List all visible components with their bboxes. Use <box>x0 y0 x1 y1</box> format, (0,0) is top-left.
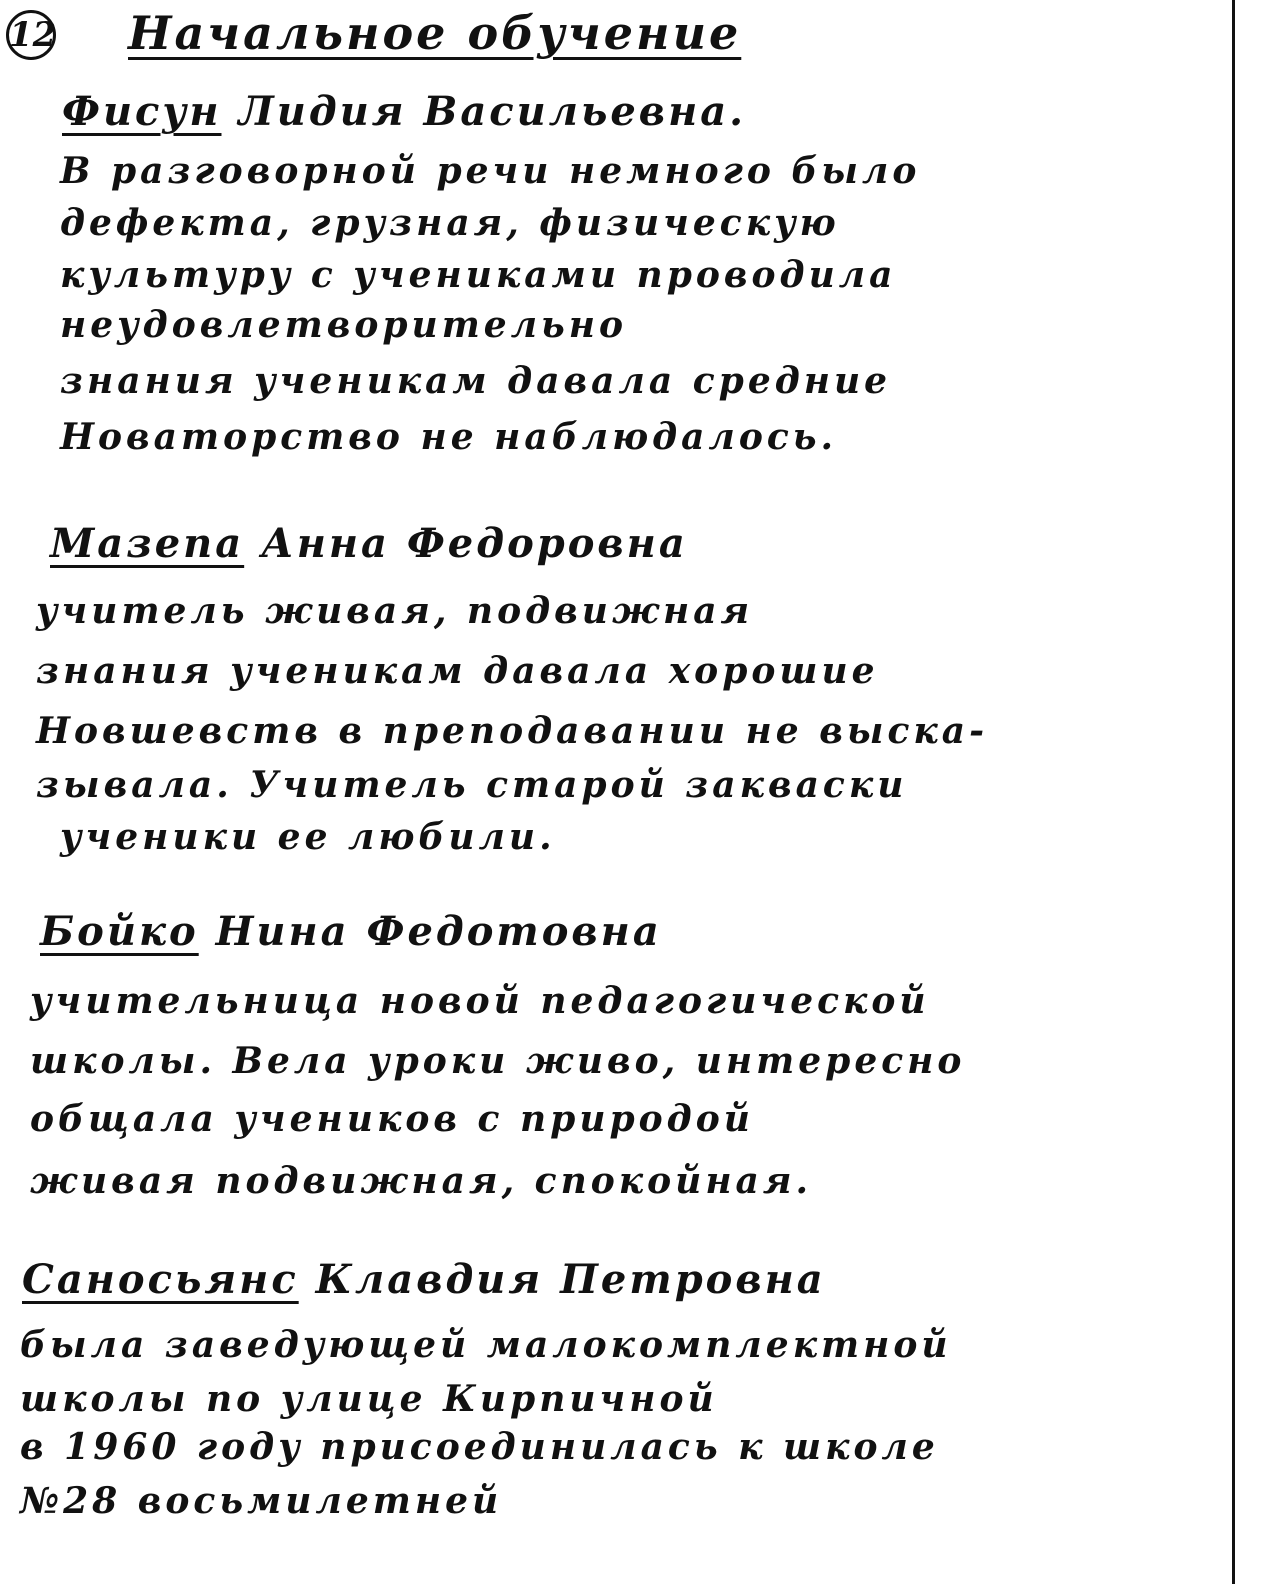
text-line: школы по улице Кирпичной <box>20 1378 718 1420</box>
text-line: общала учеников с природой <box>30 1098 754 1140</box>
teacher-surname: Саносьянс <box>22 1256 299 1303</box>
teacher-name-1 <box>62 88 746 135</box>
text-line: культуру с учениками проводила <box>60 254 897 296</box>
text-line: Новшевств в преподавании не выска- <box>36 710 989 752</box>
text-line: живая подвижная, спокойная. <box>30 1160 813 1202</box>
teacher-given-names: Лидия Васильевна. <box>238 88 747 135</box>
teacher-name-3 <box>40 908 662 955</box>
text-line: в 1960 году присоединилась к школе <box>20 1426 939 1468</box>
teacher-surname: Фисун <box>62 88 222 135</box>
text-line: Новаторство не наблюдалось. <box>60 416 838 458</box>
text-line: была заведующей малокомплектной <box>20 1324 952 1366</box>
text-line: ученики ее любили. <box>60 816 556 858</box>
text-line: неудовлетворительно <box>60 304 628 346</box>
text-line: учитель живая, подвижная <box>36 590 754 632</box>
teacher-given-names: Клавдия Петровна <box>315 1256 826 1303</box>
text-line: №28 восьмилетней <box>20 1480 503 1522</box>
teacher-given-names: Анна Федоровна <box>261 520 688 567</box>
text-line: зывала. Учитель старой закваски <box>36 764 908 806</box>
page-title: Начальное обучение <box>128 6 742 60</box>
margin-line <box>1232 0 1235 1584</box>
text-line: знания ученикам давала средние <box>60 360 892 402</box>
teacher-given-names: Нина Федотовна <box>215 908 662 955</box>
text-line: школы. Вела уроки живо, интересно <box>30 1040 966 1082</box>
text-line: дефекта, грузная, физическую <box>60 202 840 244</box>
text-line: В разговорной речи немного было <box>60 150 921 192</box>
page-number: 12 <box>6 10 56 60</box>
text-line: учительница новой педагогической <box>30 980 930 1022</box>
teacher-surname: Мазепа <box>50 520 245 567</box>
teacher-name-4 <box>22 1256 826 1303</box>
teacher-name-2 <box>50 520 688 567</box>
text-line: знания ученикам давала хорошие <box>36 650 879 692</box>
teacher-surname: Бойко <box>40 908 199 955</box>
